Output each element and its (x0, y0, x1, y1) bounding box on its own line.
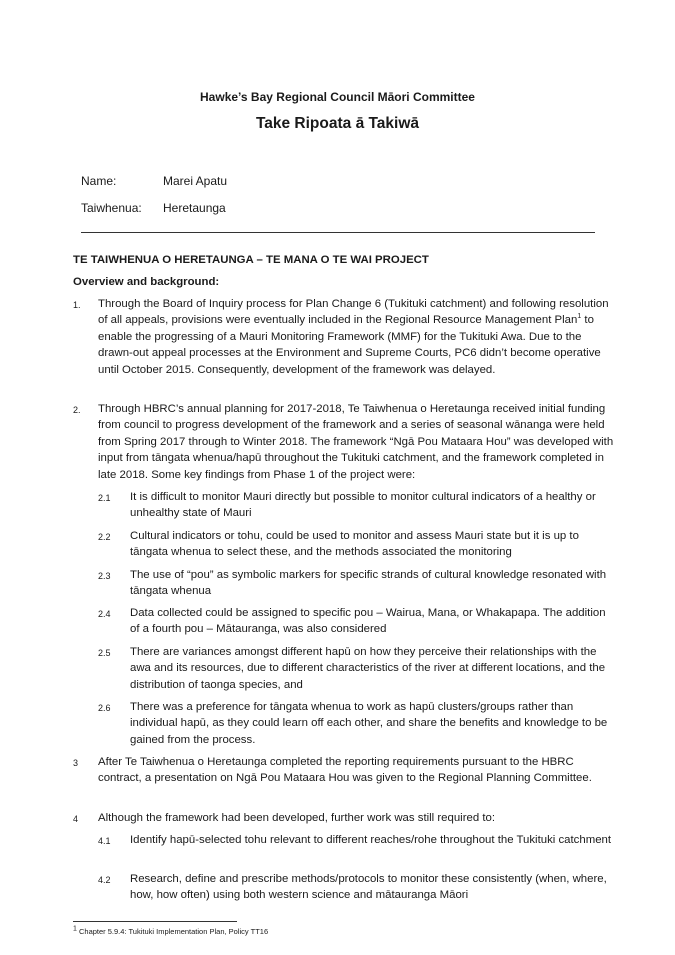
list-item-text: Through HBRC’s annual planning for 2017-2018, Te Taiwhenua o Heretaunga received initial funding from council to progress development of the framework and a series of seasonal wānanga were held from Spring 2017 through to Winter 2018. The framework “Ngā Pou Mataara Hou” was developed with input from tāngata whenua/hapū throughout the Tukituki catchment, and the framework completed in late 2018. Some key findings from Phase 1 of the project were: (98, 403, 614, 481)
list-item-number: 2. (73, 405, 81, 415)
taiwhenua-label: Taiwhenua: (81, 201, 142, 215)
section-heading: TE TAIWHENUA O HERETAUNGA – TE MANA O TE WAI PROJECT (73, 254, 429, 266)
list-item-text (98, 296, 618, 378)
sub-item-text: Cultural indicators or tohu, could be used to monitor and assess Mauri state but it is up to tāngata whenua to select these, and the methods associated the monitoring (130, 530, 579, 559)
divider (81, 232, 595, 233)
sub-item-text: It is difficult to monitor Mauri directly but possible to monitor cultural indicators of a healthy or unhealthy state of Mauri (130, 491, 596, 520)
sub-item-2-4 (98, 605, 618, 638)
sub-item-number: 2.1 (98, 493, 111, 503)
overview-heading: Overview and background: (73, 276, 220, 288)
organisation-heading: Hawke’s Bay Regional Council Māori Committee (200, 90, 475, 104)
sub-item-number: 2.5 (98, 648, 111, 658)
item-1-text-a: Through the Board of Inquiry process for Plan Change 6 (Tukituki catchment) and following resolution of all appeals, provisions were eventually included in the Regional Resource Management Plan (98, 298, 609, 327)
sub-item-4-2 (98, 871, 618, 904)
footnote (73, 927, 268, 937)
sub-item-number: 4.1 (98, 836, 111, 846)
sub-item-number: 4.2 (98, 875, 111, 885)
sub-item-2-1 (98, 489, 618, 522)
list-item-text: Although the framework had been developed, further work was still required to: (98, 812, 495, 824)
sub-item-text: Research, define and prescribe methods/protocols to monitor these consistently (when, where, how, how often) using both western science and mātauranga Māori (130, 873, 607, 902)
taiwhenua-value: Heretaunga (163, 201, 226, 215)
report-title: Take Ripoata ā Takiwā (255, 115, 420, 132)
sub-item-text: Data collected could be assigned to specific pou – Wairua, Mana, or Whakapapa. The addition of a fourth pou – Mātauranga, was also considered (130, 607, 606, 636)
list-item-4 (73, 810, 618, 826)
footnote-ref: 1 (577, 313, 582, 321)
taiwhenua-row (81, 200, 226, 216)
sub-item-text: There was a preference for tāngata whenua to work as hapū clusters/groups rather than individual hapū, as they could learn off each other, and share the benefits and knowledge to be gained from the process. (130, 701, 608, 746)
list-item-text: After Te Taiwhenua o Heretaunga completed the reporting requirements pursuant to the HBRC contract, a presentation on Ngā Pou Mataara Hou was given to the Regional Planning Committee. (98, 756, 592, 785)
sub-item-number: 2.2 (98, 532, 111, 542)
footnote-text: Chapter 5.9.4: Tukituki Implementation Plan, Policy TT16 (76, 927, 269, 936)
name-row (81, 173, 227, 189)
list-item-number: 3 (73, 758, 79, 768)
sub-item-2-3 (98, 567, 618, 600)
sub-item-text: There are variances amongst different hapū on how they perceive their relationships with the awa and its resources, due to different characteristics of the river at different locations, and the distribution of taonga species, and (130, 646, 606, 691)
sub-item-number: 2.3 (98, 571, 111, 581)
name-label: Name: (81, 174, 117, 188)
list-item-number: 1. (73, 300, 81, 310)
sub-item-text: The use of “pou” as symbolic markers for specific strands of cultural knowledge resonated with tāngata whenua (130, 569, 607, 598)
sub-item-number: 2.6 (98, 703, 111, 713)
list-item-3 (73, 754, 618, 787)
sub-item-2-6 (98, 699, 618, 748)
footnote-divider (73, 921, 237, 922)
sub-item-4-1 (98, 832, 618, 848)
name-value: Marei Apatu (163, 174, 228, 188)
sub-item-text: Identify hapū-selected tohu relevant to different reaches/rohe throughout the Tukituki catchment (130, 834, 612, 846)
sub-item-2-2 (98, 528, 618, 561)
item-1-text-b: to enable the progressing of a Mauri Monitoring Framework (MMF) for the Tukituki Awa. Due to the drawn-out appeal processes at the Environment and Supreme Courts, PC6 didn’t become operative until October 2015. Consequently, development of the framework was delayed. (98, 314, 601, 376)
sub-item-2-5 (98, 644, 618, 693)
list-item-2 (73, 401, 618, 483)
sub-item-number: 2.4 (98, 609, 111, 619)
list-item-number: 4 (73, 814, 79, 824)
footnote-marker: 1 (73, 925, 77, 933)
list-item-1 (73, 296, 618, 378)
